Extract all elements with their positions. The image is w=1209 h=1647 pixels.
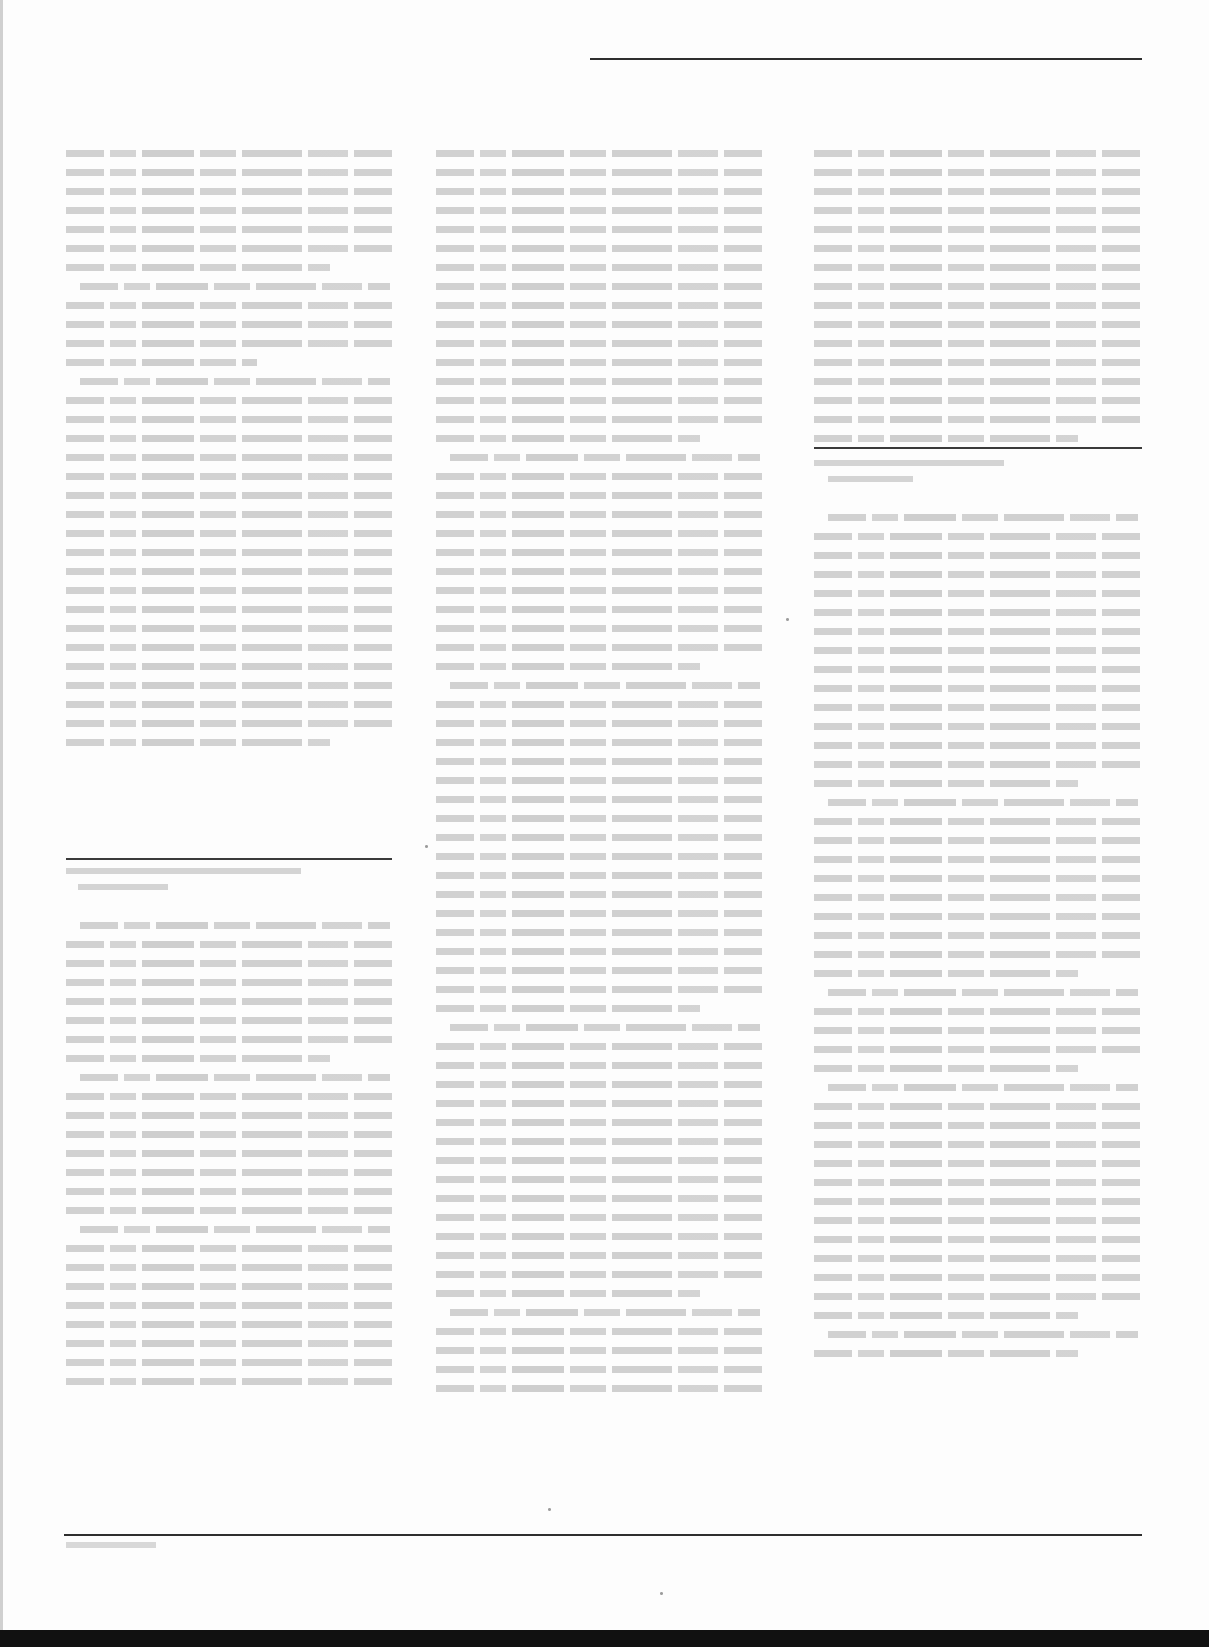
text-line (66, 454, 396, 461)
section-heading-col1 (66, 868, 316, 900)
paragraph-1 (66, 150, 396, 271)
text-line (436, 796, 766, 803)
text-line (814, 264, 1144, 271)
text-line (66, 1302, 396, 1309)
text-line (814, 628, 1144, 635)
text-line (814, 416, 1144, 423)
text-column-1 (66, 150, 396, 758)
text-line (80, 1226, 390, 1233)
text-line (66, 435, 396, 442)
text-line (436, 815, 766, 822)
scan-bottom-edge (0, 1630, 1209, 1647)
text-line (66, 682, 396, 689)
text-line (66, 1340, 396, 1347)
paragraph-13 (814, 514, 1144, 787)
paragraph-6 (66, 1226, 396, 1385)
text-line (450, 1024, 760, 1031)
text-line (814, 875, 1144, 882)
text-line (436, 967, 766, 974)
text-line (436, 568, 766, 575)
text-line (80, 1074, 390, 1081)
text-line (450, 1309, 760, 1316)
text-line (66, 1055, 330, 1062)
text-line (436, 150, 766, 157)
text-line (66, 739, 330, 746)
text-line (814, 283, 1144, 290)
text-line (66, 606, 396, 613)
text-line (828, 799, 1138, 806)
text-line (66, 416, 396, 423)
page-edge-shadow (0, 0, 3, 1647)
text-line (66, 340, 396, 347)
text-line (436, 549, 766, 556)
text-line (436, 226, 766, 233)
text-line (436, 1157, 766, 1164)
text-line (814, 1160, 1144, 1167)
text-line (436, 1347, 766, 1354)
text-line (66, 1207, 396, 1214)
text-line (66, 264, 330, 271)
text-line (814, 856, 1144, 863)
text-line (436, 1062, 766, 1069)
text-line (828, 476, 913, 482)
text-column-3-lower (814, 514, 1144, 1369)
text-line (436, 1366, 766, 1373)
text-line (436, 891, 766, 898)
text-line (436, 245, 766, 252)
text-line (66, 245, 396, 252)
text-line (814, 552, 1144, 559)
text-line (66, 979, 396, 986)
text-line (66, 701, 396, 708)
paragraph-8 (436, 454, 766, 670)
text-line (814, 571, 1144, 578)
text-line (814, 359, 1144, 366)
text-line (66, 998, 396, 1005)
text-column-2 (436, 150, 766, 1404)
stray-mark (425, 845, 428, 848)
text-line (436, 188, 766, 195)
text-line (80, 378, 390, 385)
text-line (436, 340, 766, 347)
text-line (828, 514, 1138, 521)
text-line (814, 207, 1144, 214)
text-line (436, 777, 766, 784)
text-line (814, 1122, 1144, 1129)
text-line (436, 1005, 700, 1012)
text-line (814, 704, 1144, 711)
text-line (436, 606, 766, 613)
text-line (66, 473, 396, 480)
paragraph-17 (814, 1331, 1144, 1357)
text-line (436, 948, 766, 955)
text-line (66, 625, 396, 632)
text-line (436, 169, 766, 176)
text-line (436, 1214, 766, 1221)
text-line (436, 853, 766, 860)
text-line (814, 1027, 1144, 1034)
text-line (436, 302, 766, 309)
text-line (436, 1328, 766, 1335)
text-line (436, 1176, 766, 1183)
text-line (814, 435, 1078, 442)
text-line (66, 568, 396, 575)
paragraph-10 (436, 1024, 766, 1297)
text-line (814, 1179, 1144, 1186)
text-line (814, 245, 1144, 252)
text-line (436, 473, 766, 480)
text-line (66, 359, 257, 366)
text-line (814, 460, 1004, 466)
text-line (66, 226, 396, 233)
paragraph-14 (814, 799, 1144, 977)
text-line (814, 321, 1144, 328)
text-line (450, 682, 760, 689)
footer-rule (64, 1534, 1142, 1536)
text-line (436, 378, 766, 385)
text-line (450, 454, 760, 461)
text-line (814, 666, 1144, 673)
paragraph-4 (66, 922, 396, 1062)
paragraph-12 (814, 150, 1144, 442)
section-rule-col3 (814, 447, 1142, 449)
text-line (436, 416, 766, 423)
text-line (814, 780, 1078, 787)
text-line (66, 321, 396, 328)
paragraph-2 (66, 283, 396, 366)
text-line (66, 188, 396, 195)
text-line (66, 1017, 396, 1024)
text-line (436, 1252, 766, 1259)
text-line (814, 761, 1144, 768)
paragraph-3 (66, 378, 396, 746)
text-line (66, 941, 396, 948)
text-line (66, 1359, 396, 1366)
text-line (80, 922, 390, 929)
text-line (814, 1236, 1144, 1243)
text-line (66, 169, 396, 176)
text-line (814, 1103, 1144, 1110)
text-line (66, 1188, 396, 1195)
section-rule-col1 (66, 858, 392, 860)
text-line (436, 929, 766, 936)
text-line (436, 1081, 766, 1088)
text-line (814, 1217, 1144, 1224)
text-line (436, 701, 766, 708)
text-line (66, 1245, 396, 1252)
paragraph-16 (814, 1084, 1144, 1319)
text-line (66, 302, 396, 309)
text-column-3 (814, 150, 1144, 454)
text-line (66, 492, 396, 499)
text-line (814, 590, 1144, 597)
text-line (814, 302, 1144, 309)
text-line (436, 492, 766, 499)
text-line (814, 1008, 1144, 1015)
text-line (66, 1131, 396, 1138)
text-line (66, 150, 396, 157)
text-line (828, 1084, 1138, 1091)
text-line (436, 397, 766, 404)
text-line (66, 1093, 396, 1100)
text-line (814, 226, 1144, 233)
header-rule (590, 58, 1142, 60)
text-line (66, 868, 301, 874)
text-line (436, 910, 766, 917)
paragraph-7 (436, 150, 766, 442)
text-line (814, 378, 1144, 385)
text-line (814, 685, 1144, 692)
text-line (436, 530, 766, 537)
text-line (66, 720, 396, 727)
text-line (814, 951, 1144, 958)
text-column-1-lower (66, 922, 396, 1397)
text-line (436, 264, 766, 271)
text-line (814, 609, 1144, 616)
text-line (436, 834, 766, 841)
text-line (436, 1271, 766, 1278)
text-line (436, 1138, 766, 1145)
text-line (66, 1264, 396, 1271)
text-line (66, 663, 396, 670)
text-line (814, 533, 1144, 540)
text-line (814, 1293, 1144, 1300)
text-line (436, 872, 766, 879)
text-line (814, 397, 1144, 404)
text-line (66, 644, 396, 651)
text-line (436, 511, 766, 518)
text-line (66, 1112, 396, 1119)
text-line (828, 1331, 1138, 1338)
footer-left-mark (66, 1542, 156, 1548)
text-line (814, 188, 1144, 195)
text-line (436, 359, 766, 366)
text-line (66, 1150, 396, 1157)
text-line (814, 1255, 1144, 1262)
text-line (814, 340, 1144, 347)
text-line (80, 283, 390, 290)
text-line (814, 894, 1144, 901)
text-line (66, 1321, 396, 1328)
text-line (66, 1283, 396, 1290)
text-line (66, 511, 396, 518)
text-line (814, 837, 1144, 844)
text-line (436, 644, 766, 651)
text-line (436, 1119, 766, 1126)
text-line (814, 169, 1144, 176)
text-line (436, 1233, 766, 1240)
stray-mark (548, 1508, 551, 1511)
text-line (436, 1385, 766, 1392)
stray-mark (660, 1592, 663, 1595)
text-line (814, 1312, 1078, 1319)
text-line (436, 663, 700, 670)
text-line (814, 742, 1144, 749)
text-line (436, 435, 700, 442)
text-line (436, 625, 766, 632)
text-line (436, 207, 766, 214)
text-line (436, 720, 766, 727)
text-line (436, 739, 766, 746)
text-line (436, 1195, 766, 1202)
text-line (814, 1065, 1078, 1072)
text-line (66, 549, 396, 556)
text-line (436, 1100, 766, 1107)
text-line (66, 397, 396, 404)
text-line (436, 587, 766, 594)
text-line (66, 587, 396, 594)
text-line (436, 758, 766, 765)
text-line (828, 989, 1138, 996)
paragraph-9 (436, 682, 766, 1012)
text-line (814, 723, 1144, 730)
text-line (814, 932, 1144, 939)
text-line (814, 818, 1144, 825)
text-line (814, 150, 1144, 157)
text-line (66, 1378, 396, 1385)
text-line (66, 207, 396, 214)
text-line (66, 530, 396, 537)
stray-mark (786, 618, 789, 621)
text-line (814, 1350, 1078, 1357)
section-heading-col3 (814, 460, 1074, 492)
text-line (436, 1290, 700, 1297)
text-line (78, 884, 168, 890)
text-line (436, 986, 766, 993)
text-line (814, 913, 1144, 920)
text-line (814, 1198, 1144, 1205)
text-line (66, 1036, 396, 1043)
text-line (814, 1141, 1144, 1148)
text-line (66, 1169, 396, 1176)
text-line (436, 1043, 766, 1050)
text-line (436, 321, 766, 328)
paragraph-11 (436, 1309, 766, 1392)
text-line (436, 283, 766, 290)
text-line (814, 647, 1144, 654)
text-line (814, 970, 1078, 977)
paragraph-15 (814, 989, 1144, 1072)
paragraph-5 (66, 1074, 396, 1214)
text-line (814, 1046, 1144, 1053)
text-line (814, 1274, 1144, 1281)
text-line (66, 960, 396, 967)
